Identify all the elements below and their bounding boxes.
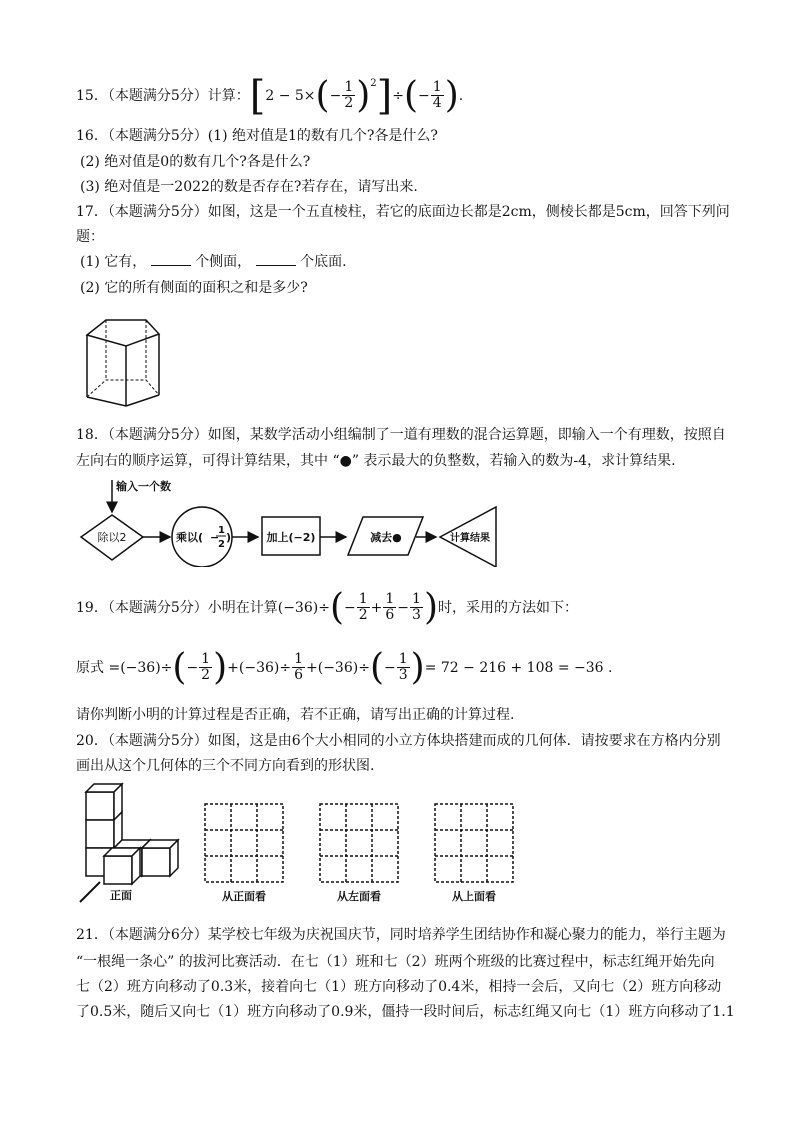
front-label: 正面	[110, 889, 132, 902]
flow-input-label: 输入一个数	[116, 480, 171, 493]
q19-frac-b	[383, 592, 396, 623]
grid-border	[205, 804, 283, 882]
q17-line-3	[80, 252, 347, 272]
flow-rect-label: 加上(−2)	[266, 531, 316, 544]
q16-line-1: 16．（本题满分5分）(1) 绝对值是1的数有几个?各是什么?	[76, 128, 438, 144]
grid-caption: 从正面看	[222, 890, 266, 903]
q19-f2-den: 6	[385, 607, 395, 623]
q21-line-2: “一根绳一条心” 的拔河比赛活动．在七（1）班和七（2）班两个班级的比赛过程中，标志红绳开始先向	[76, 954, 715, 970]
q19-statement: 19．（本题满分5分）小明在计算 (−36)÷ ( − $\frac{1}{2}$ + $\frac{1}{6}$ − $\frac{1}{3}$ ) 时，采用的方法如下：	[76, 586, 578, 628]
view-grid-2[interactable]	[320, 804, 398, 903]
q19-sol-tail: = 72 − 216 + 108 = −36 .	[424, 659, 613, 676]
q17-line-2: 题：	[76, 229, 104, 245]
q18-flowchart	[78, 477, 518, 567]
q15-prefix: 15．（本题满分5分）计算：	[76, 87, 250, 104]
q19-f1-den: 2	[358, 607, 368, 623]
front-arrow	[80, 882, 100, 902]
flow-circle-suffix: )	[226, 531, 232, 544]
q19-prefix: 19．（本题满分5分）小明在计算	[76, 599, 278, 616]
q17-line-1: 17．（本题满分5分）如图，这是一个五直棱柱，若它的底面边长都是2cm，侧棱长都是5cm，回答下列问	[76, 204, 730, 220]
q16-line-2: (2) 绝对值是0的数有几个?各是什么?	[80, 154, 311, 170]
question-15	[76, 72, 464, 119]
q15-minus-2: −	[418, 87, 430, 104]
q19-sol-frac-c	[397, 652, 410, 683]
view-grids	[200, 800, 530, 905]
q18-line-2: 左向右的顺序运算，可得计算结果，其中 “●” 表示最大的负整数，若输入的数为-4，求计算结果.	[76, 453, 676, 469]
q19-solution	[76, 646, 613, 688]
q15-half-num: 1	[344, 79, 354, 95]
q17-line-3a: (1) 它有，	[80, 254, 147, 270]
q19-minus-b: −	[397, 599, 410, 616]
q19-sol-plus-b: +	[306, 659, 318, 676]
q15-end: .	[458, 87, 464, 104]
q15-div: ÷	[392, 87, 404, 104]
q17-line-4: (2) 它的所有侧面的面积之和是多少?	[80, 280, 308, 296]
q19-line-3: 请你判断小明的计算过程是否正确，若不正确，请写出正确的计算过程.	[76, 707, 515, 723]
q19-sol-neg36-b: (−36)÷	[238, 659, 292, 676]
q19-sol-minus-c: −	[383, 659, 396, 676]
question-19	[76, 586, 578, 628]
q19-sol-f1-den: 2	[201, 667, 211, 683]
q19-orig: 原式 =	[76, 659, 121, 676]
q15-fraction-quarter	[431, 80, 444, 111]
view-grid-3[interactable]	[435, 804, 513, 903]
q19-sol-neg36-c: (−36)÷	[317, 659, 370, 676]
q16-line-3: (3) 绝对值是一2022的数是否存在?若存在，请写出来.	[80, 179, 418, 195]
q19-f3-den: 3	[412, 607, 421, 623]
q19-sol-f2-num: 1	[294, 651, 303, 667]
q19-sol-f3-den: 3	[398, 667, 408, 683]
q19-frac-c	[410, 592, 423, 623]
q15-term: 2 − 5×	[265, 87, 316, 104]
grid-caption: 从上面看	[452, 890, 496, 903]
q19-suffix: 时，采用的方法如下：	[438, 599, 578, 616]
q21-line-3: 七（2）班方向移动了0.3米，接着向七（1）班方向移动了0.4米，相持一会后，又向七（2）班方向移动	[76, 979, 722, 995]
q21-line-1: 21．（本题满分6分）某学校七年级为庆祝国庆节，同时培养学生团结协作和凝心聚力的能力，举行主题为	[76, 927, 726, 943]
q19-neg36: (−36)÷	[277, 599, 330, 616]
q19-f3-num: 1	[412, 591, 421, 607]
q18-line-1: 18．（本题满分5分）如图，某数学活动小组编制了一道有理数的混合运算题，即输入一个有理数，按照自	[76, 427, 726, 443]
q15-half-den: 2	[344, 95, 354, 111]
flow-circle-num: 1	[218, 525, 225, 536]
flow-circle-prefix: 乘以(	[176, 531, 204, 544]
q15-fraction-half	[342, 80, 355, 111]
flow-para-label: 减去●	[370, 531, 402, 544]
q19-sol-frac-a	[199, 652, 212, 683]
grid-caption: 从左面看	[337, 890, 381, 903]
q19-plus: +	[370, 599, 383, 616]
grid-border	[435, 804, 513, 882]
answer-blank-base[interactable]	[256, 252, 296, 266]
q15-quarter-num: 1	[432, 79, 442, 95]
q15-square: 2	[370, 77, 377, 89]
q20-line-1: 20．（本题满分5分）如图，这是由6个大小相同的小立方体块搭建而成的几何体．请按要求在方格内分别	[76, 733, 721, 749]
q19-sol-f1-num: 1	[201, 651, 211, 667]
q19-sol-f3-num: 1	[398, 651, 408, 667]
flow-circle-minus: −	[210, 531, 220, 544]
q19-frac-a	[357, 592, 370, 623]
answer-blank-lateral[interactable]	[151, 252, 191, 266]
q19-sol-frac-b	[292, 652, 305, 683]
q20-line-2: 画出从这个几何体的三个不同方向看到的形状图.	[76, 758, 375, 774]
q21-line-4: 了0.5米，随后又向七（1）班方向移动了0.9米，僵持一段时间后，标志红绳又向七（1）班方向移动了1.1	[76, 1004, 735, 1020]
q19-sol-plus-a: +	[227, 659, 239, 676]
q15-minus: −	[329, 87, 342, 104]
q17-line-3b: 个侧面，	[195, 254, 252, 270]
q19-f1-num: 1	[358, 591, 368, 607]
view-grid-1[interactable]	[205, 804, 283, 903]
q19-sol-minus-a: −	[186, 659, 199, 676]
q15-quarter-den: 4	[432, 95, 442, 111]
q19-f2-num: 1	[385, 591, 395, 607]
flow-tri-label: 计算结果	[450, 533, 490, 544]
q17-line-3c: 个底面.	[300, 254, 347, 270]
flow-circle-den: 2	[218, 539, 225, 550]
q19-sol-f2-den: 6	[294, 667, 303, 683]
pentagonal-prism-figure	[84, 310, 164, 410]
q19-solution-expression: 原式 = (−36)÷ ( − $\frac{1}{2}$ ) + (−36)÷ $\frac{1}{6}$ + (−36)÷ ( − $\frac{1}{3}$ ) = 72 − 216 + 108 = −36 .	[76, 646, 613, 688]
grid-border	[320, 804, 398, 882]
q19-sol-neg36-a: (−36)÷	[120, 659, 173, 676]
cube-structure-figure	[76, 782, 186, 904]
q19-minus-a: −	[343, 599, 356, 616]
flow-diamond-label: 除以2	[97, 531, 127, 544]
q15-expression: 15．（本题满分5分）计算： [ 2 − 5× ( − $\frac{1}{2}$ ) 2 ] ÷ ( − $\frac{1}{4}$ ) .	[76, 72, 464, 119]
